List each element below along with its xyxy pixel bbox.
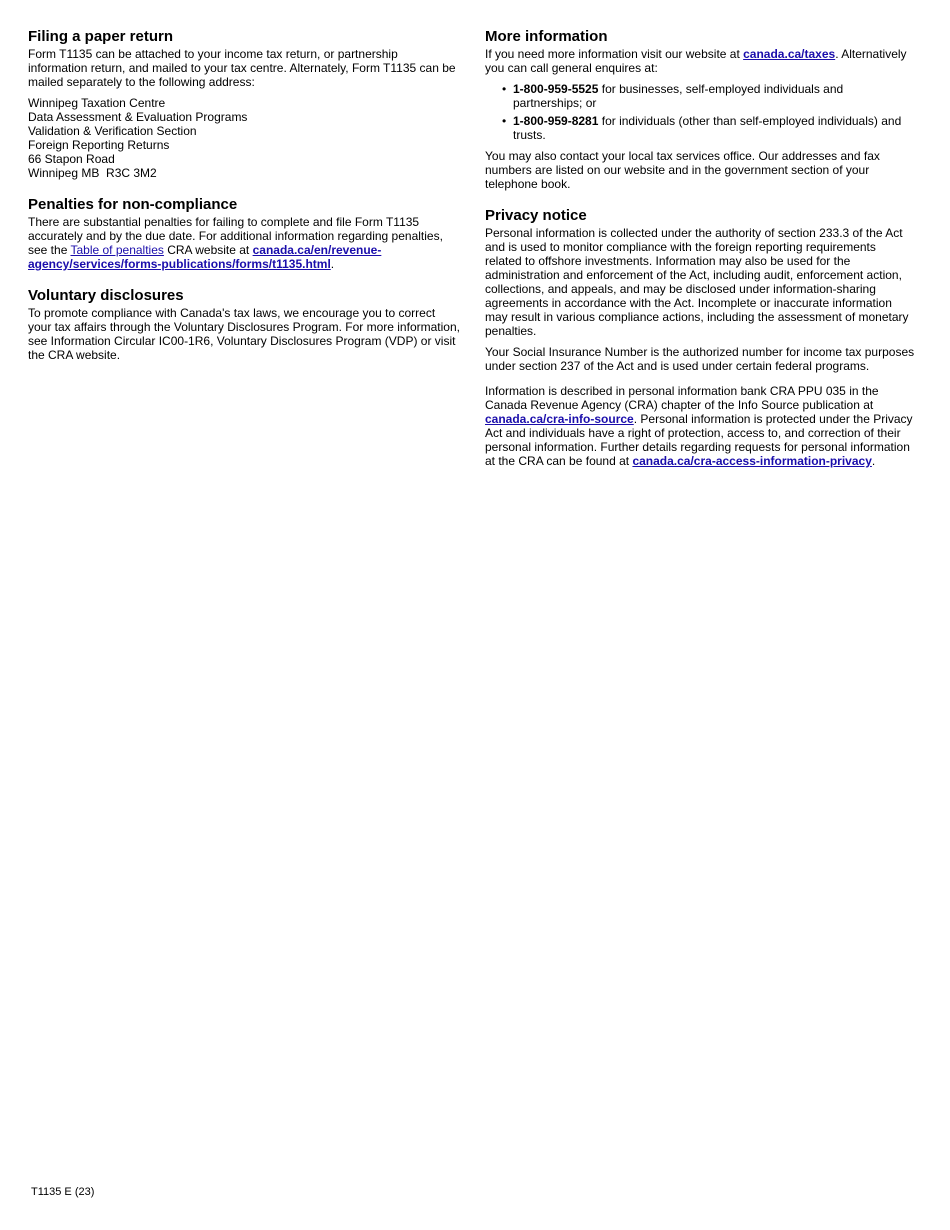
privacy-text-before: Information is described in personal information bank CRA PPU 035 in the Canada Revenue Agency (CRA) chapter of the Info Source publication at [485,384,879,412]
form-code: T1135 E (23) [31,1186,95,1198]
info-source-link[interactable]: canada.ca/cra-info-source [485,412,634,426]
privacy-heading: Privacy notice [485,207,587,224]
phone-description: for businesses, self-employed individuals and partnerships; or [513,82,844,110]
address-line: Winnipeg Taxation Centre [28,96,166,110]
phone-list [502,82,915,142]
privacy-section [485,207,915,468]
access-information-privacy-link[interactable]: canada.ca/cra-access-information-privacy [632,454,872,468]
address-line: 66 Stapon Road [28,152,115,166]
address-line: Data Assessment & Evaluation Programs [28,110,248,124]
canada-taxes-link[interactable]: canada.ca/taxes [743,47,836,61]
penalties-section [28,196,460,271]
local-office-text: You may also contact your local tax services office. Our addresses and fax numbers are listed on our website and in the government section of your telephone book. [485,149,880,191]
privacy-paragraph-3 [485,384,915,468]
address-line: Validation & Verification Section [28,124,197,138]
voluntary-heading: Voluntary disclosures [28,287,184,304]
more-info-section [485,28,915,191]
penalties-text-middle: CRA website at [163,243,253,257]
penalties-text [28,215,460,271]
voluntary-section [28,287,460,362]
filing-heading: Filing a paper return [28,28,174,45]
more-info-text [485,47,915,75]
filing-intro: Form T1135 can be attached to your income tax return, or partnership information return, and mailed to your tax centre. Alternately, Form T1135 can be mailed separately to the following address: [28,47,456,89]
penalties-text-before: There are substantial penalties for failing to complete and file Form T1135 accurately and by the due date. For additional information regarding penalties, see the [28,215,443,257]
voluntary-text: To promote compliance with Canada's tax laws, we encourage you to correct your tax affairs through the Voluntary Disclosures Program. For more information, see Information Circular IC00-1R6, Voluntary Disclosures Program (VDP) or visit the CRA website. [28,306,460,362]
right-column [485,28,915,484]
phone-number: 1-800-959-5525 [513,82,599,96]
penalties-text-after: . [330,257,335,271]
privacy-text-after: . [871,454,876,468]
left-column [28,28,460,378]
phone-description: for individuals (other than self-employed individuals) and trusts. [513,114,902,142]
privacy-paragraph-1: Personal information is collected under the authority of section 233.3 of the Act and is used to monitor compliance with the foreign reporting requirements related to offshore investments. Information may also be used for the administration and enforcement of the Act, including audit, enforcement action, collections, and appeals, and may be disclosed under information-sharing agreements in accordance with the Act. Incomplete or inaccurate information may result in various compliance actions, including the assessment of monetary penalties. [485,226,909,338]
privacy-paragraph-2: Your Social Insurance Number is the authorized number for income tax purposes under section 237 of the Act and is used under certain federal programs. [485,345,915,373]
address-line: Winnipeg MB R3C 3M2 [28,166,157,180]
address-line: Foreign Reporting Returns [28,138,170,152]
t1135-page-link[interactable]: canada.ca/en/revenue-agency/services/forms-publications/forms/t1135.html [28,243,382,271]
privacy-text-middle: . Personal information is protected under the Privacy Act and individuals have a right of protection, access to, and correction of their personal information. Further details regarding requests for personal information at the CRA can be found at [485,412,913,468]
mailing-address [28,96,460,180]
more-info-text-after: . Alternatively you can call general enquires at: [485,47,907,75]
filing-section [28,28,460,180]
more-info-text-before: If you need more information visit our website at [485,47,744,61]
penalties-heading: Penalties for non-compliance [28,196,238,213]
list-item [502,114,915,142]
list-item [502,82,915,110]
more-info-heading: More information [485,28,608,45]
table-of-penalties-link[interactable]: Table of penalties [70,243,164,257]
phone-number: 1-800-959-8281 [513,114,599,128]
